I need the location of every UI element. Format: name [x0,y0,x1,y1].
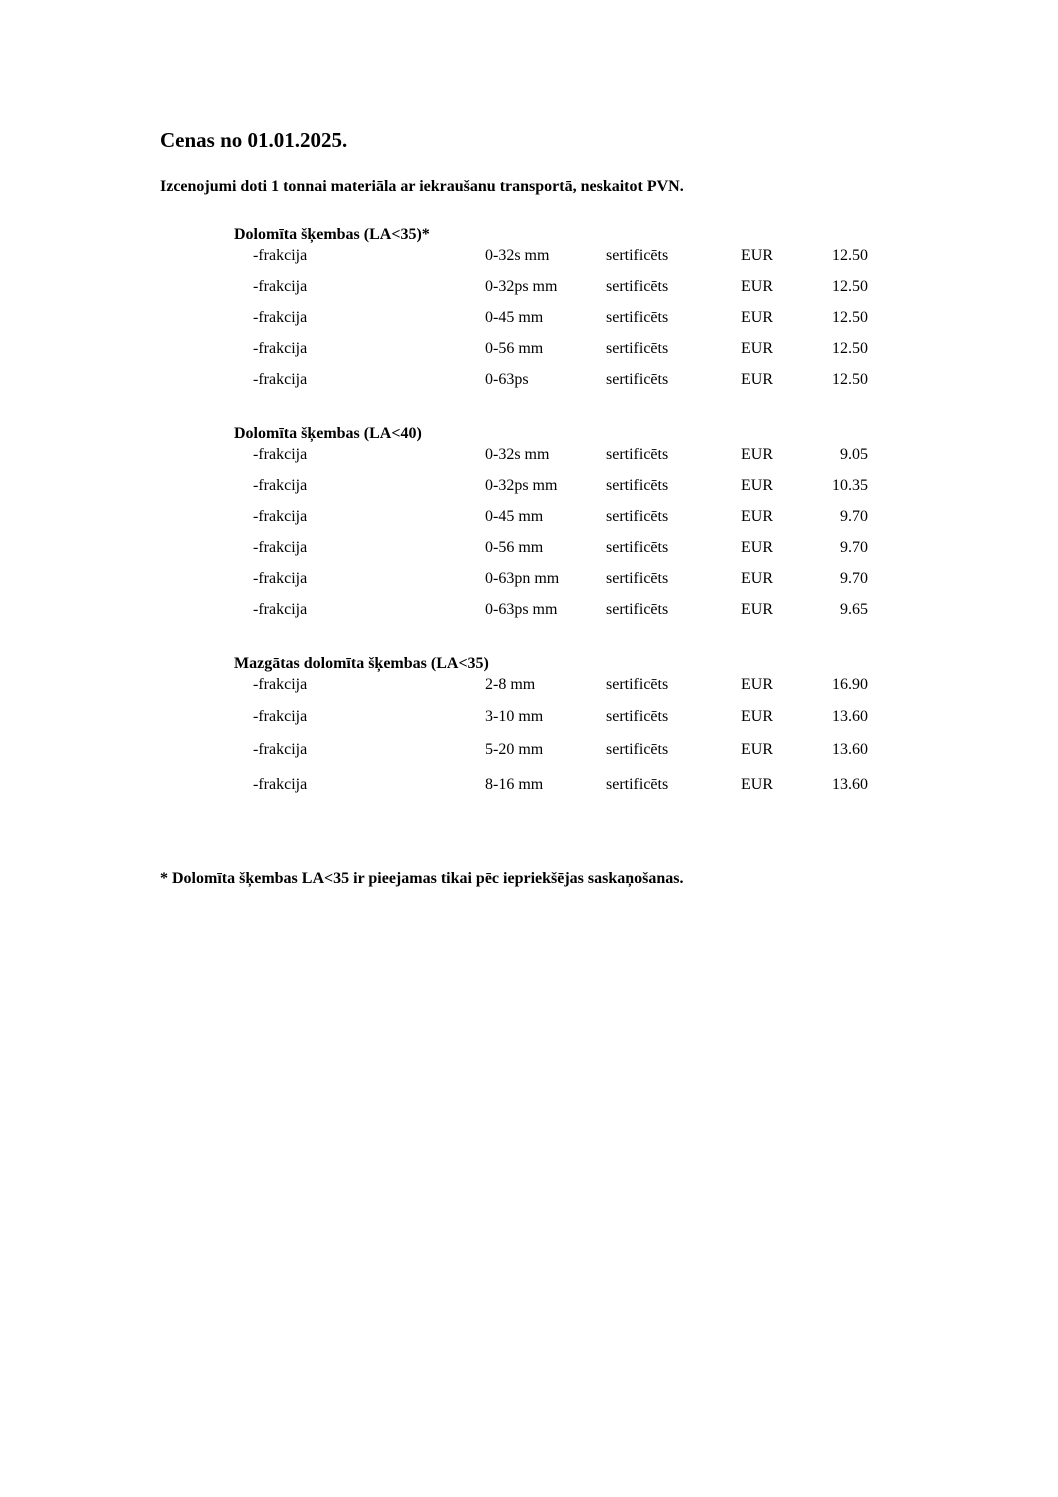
row-fraction: 0-56 mm [485,539,544,556]
row-name: -frakcija [253,309,308,326]
row-name: -frakcija [253,278,308,295]
table-row [234,706,874,739]
row-currency: EUR [741,278,773,295]
row-cert: sertificēts [606,340,669,357]
row-cert: sertificēts [606,477,669,494]
table-row [234,537,874,568]
row-price: 9.70 [840,539,868,556]
row-fraction: 0-32s mm [485,446,550,463]
table-row [234,674,874,706]
row-cert: sertificēts [606,708,669,725]
section-heading: Dolomīta šķembas (LA<35)* [234,226,430,243]
row-cert: sertificēts [606,371,669,388]
row-name: -frakcija [253,446,308,463]
row-cert: sertificēts [606,741,669,758]
table-row [234,568,874,599]
table-row [234,475,874,506]
price-section-la40 [234,424,874,630]
row-cert: sertificēts [606,539,669,556]
row-name: -frakcija [253,741,308,758]
row-fraction: 0-56 mm [485,340,544,357]
row-name: -frakcija [253,477,308,494]
row-fraction: 0-32ps mm [485,278,558,295]
row-cert: sertificēts [606,309,669,326]
row-currency: EUR [741,676,773,693]
row-currency: EUR [741,371,773,388]
row-currency: EUR [741,446,773,463]
table-row [234,506,874,537]
page-subtitle: Izcenojumi doti 1 tonnai materiāla ar iekraušanu transportā, neskaitot PVN. [160,178,684,195]
table-row [234,338,874,369]
row-currency: EUR [741,477,773,494]
row-price: 9.05 [840,446,868,463]
row-fraction: 8-16 mm [485,776,544,793]
row-currency: EUR [741,247,773,264]
table-row [234,599,874,630]
row-fraction: 0-63ps [485,371,529,388]
row-name: -frakcija [253,708,308,725]
row-cert: sertificēts [606,776,669,793]
row-name: -frakcija [253,508,308,525]
row-fraction: 0-45 mm [485,309,544,326]
row-currency: EUR [741,741,773,758]
row-currency: EUR [741,601,773,618]
row-price: 10.35 [832,477,868,494]
row-price: 12.50 [832,340,868,357]
table-row [234,369,874,400]
footnote: * Dolomīta šķembas LA<35 ir pieejamas tikai pēc iepriekšējas saskaņošanas. [160,870,684,887]
row-currency: EUR [741,309,773,326]
row-price: 16.90 [832,676,868,693]
section-heading: Mazgātas dolomīta šķembas (LA<35) [234,655,489,672]
row-fraction: 0-45 mm [485,508,544,525]
row-name: -frakcija [253,776,308,793]
row-price: 13.60 [832,741,868,758]
row-name: -frakcija [253,247,308,264]
row-cert: sertificēts [606,601,669,618]
row-name: -frakcija [253,601,308,618]
table-row [234,739,874,774]
row-price: 12.50 [832,371,868,388]
row-cert: sertificēts [606,247,669,264]
row-currency: EUR [741,776,773,793]
row-name: -frakcija [253,340,308,357]
section-heading: Dolomīta šķembas (LA<40) [234,425,422,442]
row-fraction: 0-32s mm [485,247,550,264]
row-fraction: 0-63ps mm [485,601,558,618]
row-price: 12.50 [832,247,868,264]
table-row [234,774,874,805]
row-price: 9.65 [840,601,868,618]
table-row [234,276,874,307]
row-fraction: 5-20 mm [485,741,544,758]
row-name: -frakcija [253,539,308,556]
row-cert: sertificēts [606,570,669,587]
row-price: 13.60 [832,776,868,793]
table-row [234,444,874,475]
table-row [234,307,874,338]
row-fraction: 0-63pn mm [485,570,560,587]
price-section-washed-la35 [234,654,874,805]
row-price: 9.70 [840,570,868,587]
row-cert: sertificēts [606,278,669,295]
page-title: Cenas no 01.01.2025. [160,128,348,152]
row-fraction: 2-8 mm [485,676,536,693]
row-name: -frakcija [253,371,308,388]
row-currency: EUR [741,570,773,587]
row-currency: EUR [741,508,773,525]
price-section-la35 [234,225,874,400]
row-name: -frakcija [253,570,308,587]
row-cert: sertificēts [606,508,669,525]
row-name: -frakcija [253,676,308,693]
row-cert: sertificēts [606,676,669,693]
row-fraction: 0-32ps mm [485,477,558,494]
row-price: 12.50 [832,278,868,295]
row-price: 9.70 [840,508,868,525]
row-currency: EUR [741,708,773,725]
row-currency: EUR [741,340,773,357]
row-currency: EUR [741,539,773,556]
row-cert: sertificēts [606,446,669,463]
table-row [234,245,874,276]
row-price: 12.50 [832,309,868,326]
row-fraction: 3-10 mm [485,708,544,725]
row-price: 13.60 [832,708,868,725]
